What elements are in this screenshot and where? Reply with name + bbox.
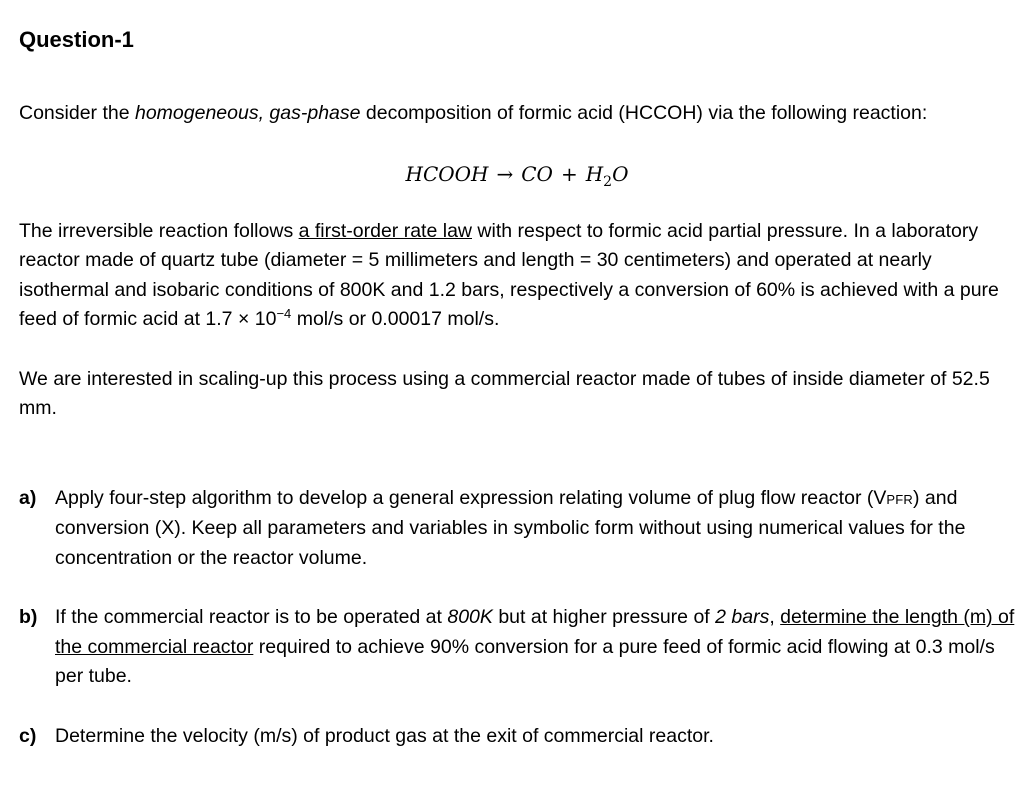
equation-product-2-subscript: 2	[603, 173, 613, 190]
question-b-text-1: If the commercial reactor is to be operated at	[55, 606, 448, 628]
equation-product-1: CO	[521, 161, 553, 186]
question-label-a: a)	[19, 486, 37, 509]
question-b-underlined: determine the length (m) of the commercial reactor	[55, 606, 1015, 658]
question-a-subscript: PFR	[886, 491, 913, 507]
question-a-text-1: Apply four-step algorithm to develop a general expression relating volume of plug flow reactor (V	[55, 486, 887, 509]
reaction-arrow-icon: →	[496, 161, 514, 186]
question-body-c: Determine the velocity (m/s) of product gas at the exit of commercial reactor.	[55, 724, 714, 747]
question-item-c	[19, 722, 1015, 752]
question-body-b	[55, 603, 1015, 692]
equation-reactant: HCOOH	[405, 161, 489, 186]
question-item-b	[19, 603, 1015, 692]
intro-text-1: Consider the	[19, 102, 135, 124]
question-a-text-2: ) and conversion (X). Keep all parameters and variables in symbolic form without using numerical values for the concentration or the reactor volume.	[55, 486, 966, 569]
question-b-italic-2: 2 bars	[715, 606, 770, 628]
question-b-text-4: required to achieve 90% conversion for a pure feed of formic acid flowing at 0.3 mol/s per tube.	[55, 635, 995, 687]
question-b-text-3: ,	[769, 606, 781, 628]
question-item-a	[19, 484, 1015, 574]
equation-product-2-base: H	[585, 161, 604, 186]
question-label-c: c)	[19, 724, 37, 747]
irrev-text-3: mol/s or 0.00017 mol/s.	[291, 308, 500, 330]
question-label-b: b)	[19, 606, 38, 628]
irrev-text-2: with respect to formic acid partial pressure. In a laboratory reactor made of quartz tube (diameter = 5 millimeters and length = 30 centimeters) and operated at nearly isothermal and isobaric conditions of 800K and 1.2 bars, respectively a conversion of 60% is achieved with a pure feed of formic acid at 1.7 × 10	[19, 219, 999, 330]
reaction-conditions-paragraph	[19, 217, 1015, 335]
irrev-underlined: a first-order rate law	[298, 219, 472, 242]
equation-plus: +	[560, 161, 578, 186]
equation-product-2-tail: O	[612, 161, 629, 186]
equation-product-2	[585, 161, 629, 190]
question-b-text-2: but at higher pressure of	[492, 606, 716, 628]
scale-up-paragraph: We are interested in scaling-up this process using a commercial reactor made of tubes of inside diameter of 52.5 mm.	[19, 367, 990, 419]
question-title: Question-1	[19, 27, 134, 52]
question-list	[19, 484, 1015, 752]
question-body-a	[55, 484, 1015, 574]
question-b-italic-1: 800K	[447, 606, 493, 628]
document-page	[19, 24, 1015, 781]
irrev-text-1: The irreversible reaction follows	[19, 219, 299, 242]
intro-text-2: decomposition of formic acid (HCCOH) via the following reaction:	[360, 102, 928, 124]
intro-italic: homogeneous, gas-phase	[134, 102, 361, 124]
reaction-equation	[19, 159, 1015, 189]
irrev-exponent: −4	[276, 306, 292, 321]
intro-paragraph	[19, 99, 1015, 129]
